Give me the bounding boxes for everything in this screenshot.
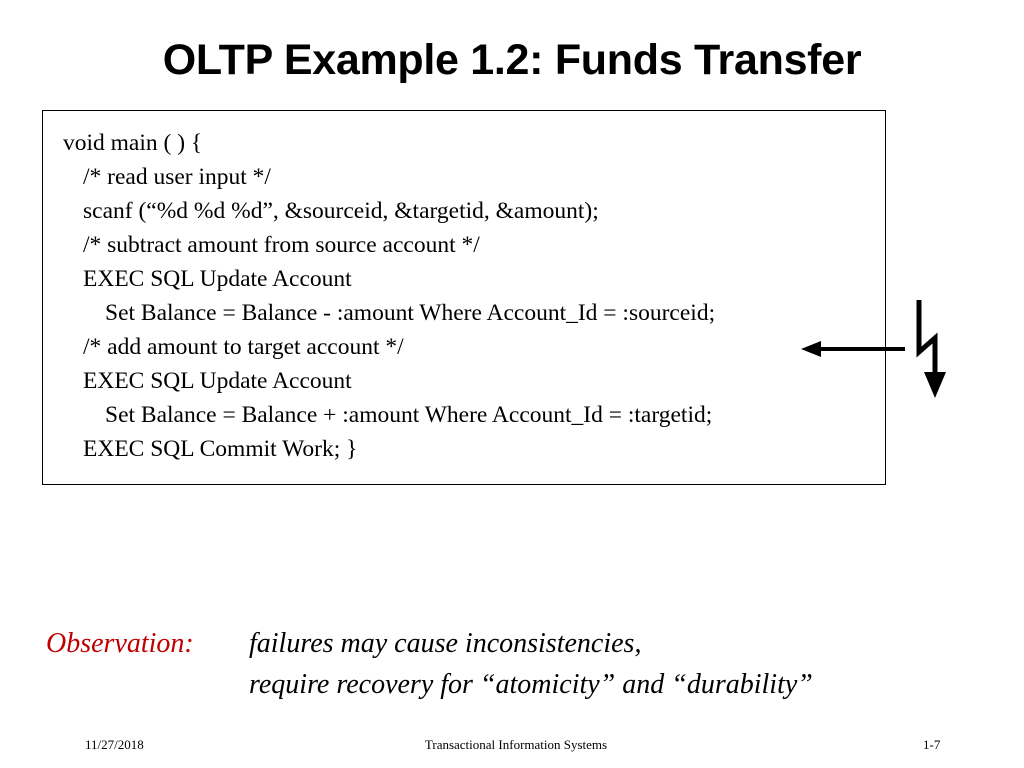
code-box xyxy=(42,110,886,485)
left-arrow-icon xyxy=(801,341,905,357)
slide-title: OLTP Example 1.2: Funds Transfer xyxy=(162,36,862,84)
code-line: /* read user input */ xyxy=(83,164,271,190)
code-line: Set Balance = Balance - :amount Where Account_Id = :sourceid; xyxy=(105,300,716,326)
code-line: /* add amount to target account */ xyxy=(83,334,404,360)
failure-indicator xyxy=(795,292,965,404)
code-line: scanf (“%d %d %d”, &sourceid, &targetid, &amount); xyxy=(83,198,599,224)
observation-label: Observation: xyxy=(46,628,194,659)
footer-page-number: 1-7 xyxy=(923,737,941,752)
code-line: void main ( ) { xyxy=(63,130,203,156)
footer-date: 11/27/2018 xyxy=(85,737,144,752)
observation-text-line1: failures may cause inconsistencies, xyxy=(249,628,642,659)
code-line: EXEC SQL Commit Work; } xyxy=(83,436,358,462)
code-line: EXEC SQL Update Account xyxy=(83,368,352,394)
code-line: Set Balance = Balance + :amount Where Account_Id = :targetid; xyxy=(105,402,713,428)
code-line: /* subtract amount from source account */ xyxy=(83,232,480,258)
lightning-bolt-icon xyxy=(919,300,946,398)
code-line: EXEC SQL Update Account xyxy=(83,266,352,292)
footer-title: Transactional Information Systems xyxy=(424,737,608,752)
observation-text-line2: require recovery for “atomicity” and “durability” xyxy=(249,669,813,700)
